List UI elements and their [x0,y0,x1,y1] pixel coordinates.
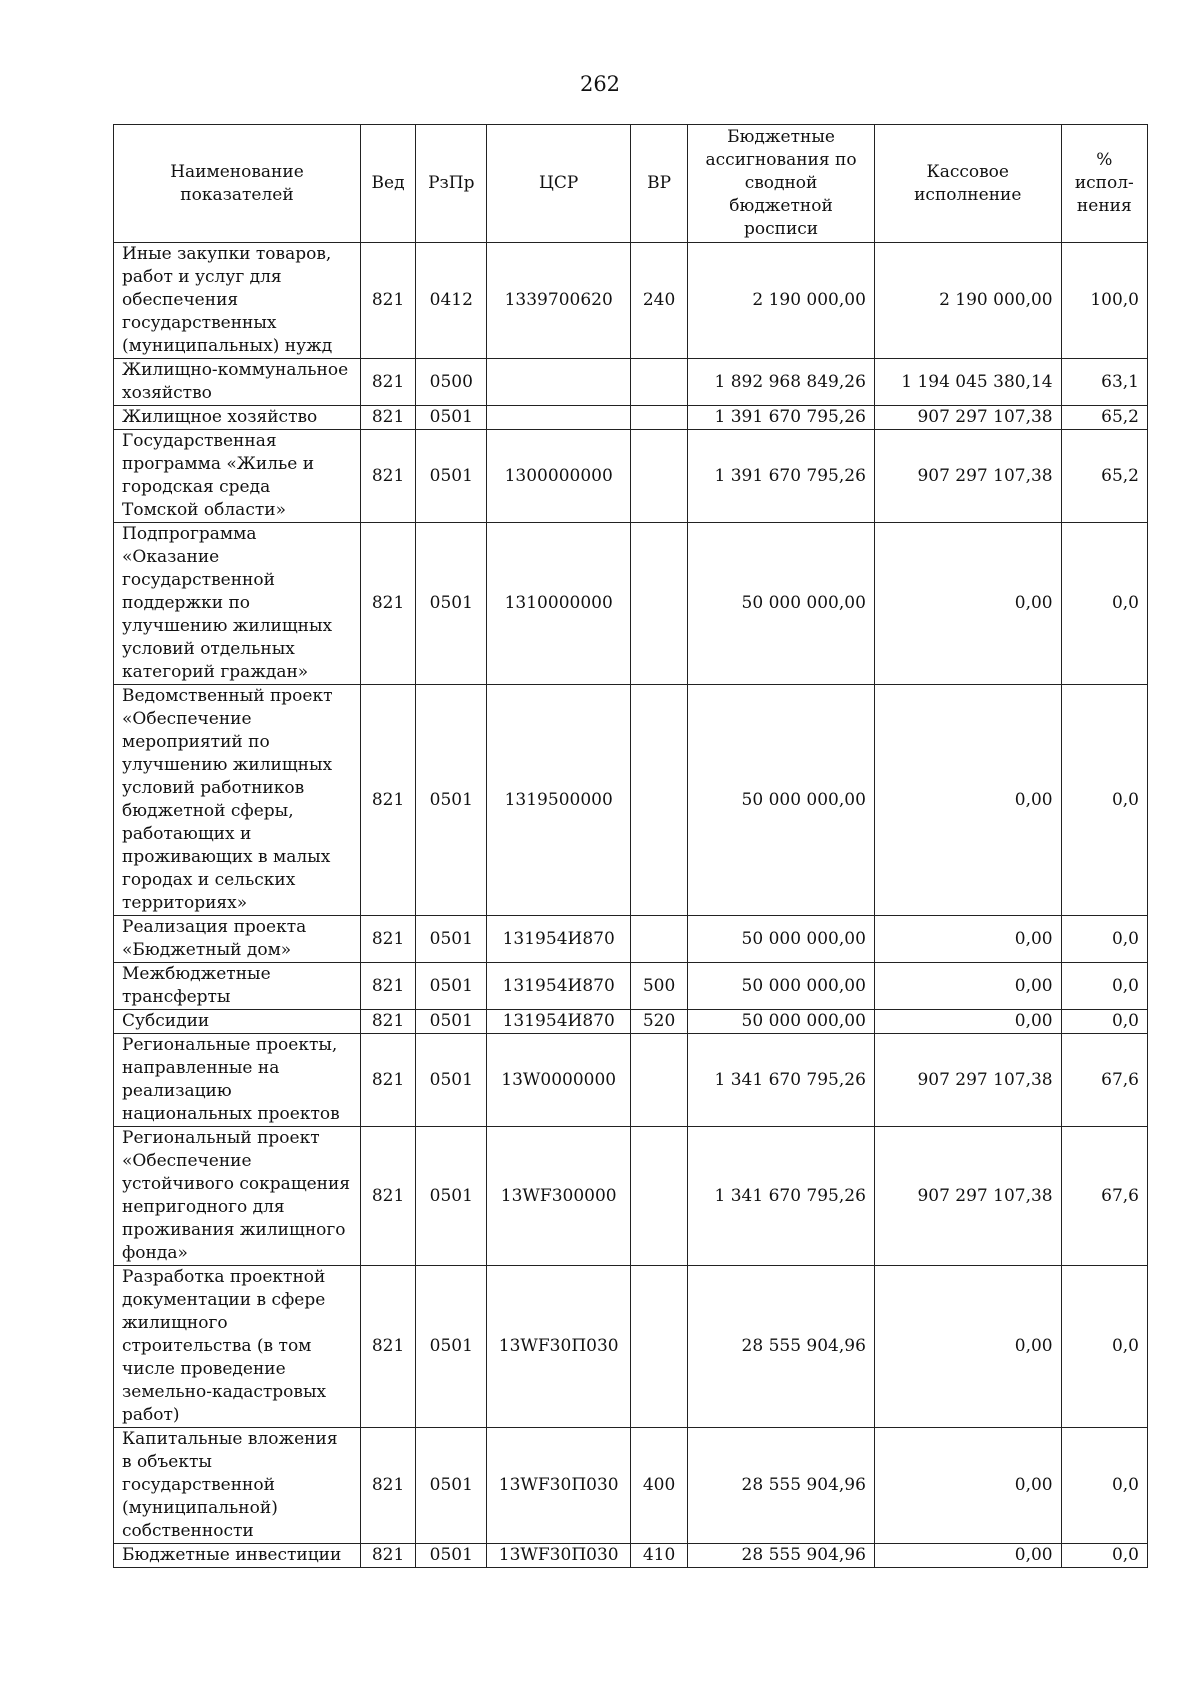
row-name: Субсидии [114,1010,361,1034]
row-ved: 821 [360,1266,415,1428]
row-csr: 131954И870 [487,963,631,1010]
page-number: 262 [579,72,621,96]
row-assignments: 50 000 000,00 [688,685,875,916]
row-name: Межбюджетные трансферты [114,963,361,1010]
row-rzpr: 0501 [416,406,487,430]
row-assignments: 1 892 968 849,26 [688,359,875,406]
table-row [114,406,1148,430]
row-csr: 13W0000000 [487,1034,631,1127]
row-rzpr: 0501 [416,523,487,685]
row-csr: 1310000000 [487,523,631,685]
row-name: Ведомственный проект «Обеспечение мероприятий по улучшению жилищных условий работников бюджетной сферы, работающих и проживающих в малых городах и сельских территориях» [114,685,361,916]
row-percent: 63,1 [1061,359,1147,406]
table-row [114,523,1148,685]
row-rzpr: 0501 [416,1010,487,1034]
row-name: Жилищное хозяйство [114,406,361,430]
row-name: Капитальные вложения в объекты государственной (муниципальной) собственности [114,1428,361,1544]
header-vr: ВР [630,125,687,243]
row-ved: 821 [360,1034,415,1127]
row-vr [630,523,687,685]
row-assignments: 50 000 000,00 [688,963,875,1010]
header-csr: ЦСР [487,125,631,243]
row-rzpr: 0501 [416,1428,487,1544]
row-assignments: 1 391 670 795,26 [688,430,875,523]
row-name: Государственная программа «Жилье и городская среда Томской области» [114,430,361,523]
row-cash-execution: 0,00 [874,1010,1061,1034]
row-assignments: 1 391 670 795,26 [688,406,875,430]
row-percent: 0,0 [1061,1010,1147,1034]
row-cash-execution: 0,00 [874,1266,1061,1428]
row-csr: 1319500000 [487,685,631,916]
row-ved: 821 [360,963,415,1010]
row-assignments: 1 341 670 795,26 [688,1034,875,1127]
table-row [114,243,1148,359]
row-ved: 821 [360,523,415,685]
header-percent-execution: % испол-нения [1061,125,1147,243]
row-rzpr: 0501 [416,1266,487,1428]
row-csr: 131954И870 [487,1010,631,1034]
row-csr: 1300000000 [487,430,631,523]
row-ved: 821 [360,359,415,406]
row-cash-execution: 1 194 045 380,14 [874,359,1061,406]
row-assignments: 50 000 000,00 [688,1010,875,1034]
row-csr: 13WF30П030 [487,1428,631,1544]
row-rzpr: 0501 [416,1127,487,1266]
row-percent: 0,0 [1061,963,1147,1010]
row-vr [630,359,687,406]
table-row [114,1428,1148,1544]
row-percent: 67,6 [1061,1034,1147,1127]
row-name: Бюджетные инвестиции [114,1544,361,1568]
budget-table [113,124,1148,1568]
row-ved: 821 [360,243,415,359]
row-vr [630,1127,687,1266]
row-vr [630,916,687,963]
row-vr [630,406,687,430]
row-rzpr: 0500 [416,359,487,406]
header-name: Наименование показателей [114,125,361,243]
table-row [114,430,1148,523]
row-percent: 67,6 [1061,1127,1147,1266]
row-cash-execution: 0,00 [874,685,1061,916]
row-name: Региональные проекты, направленные на реализацию национальных проектов [114,1034,361,1127]
row-assignments: 1 341 670 795,26 [688,1127,875,1266]
row-rzpr: 0501 [416,430,487,523]
table-row [114,1127,1148,1266]
row-percent: 65,2 [1061,430,1147,523]
row-cash-execution: 0,00 [874,523,1061,685]
row-vr [630,430,687,523]
row-csr: 131954И870 [487,916,631,963]
row-assignments: 28 555 904,96 [688,1428,875,1544]
row-vr [630,1034,687,1127]
row-percent: 0,0 [1061,1544,1147,1568]
row-name: Подпрограмма «Оказание государственной поддержки по улучшению жилищных условий отдельных категорий граждан» [114,523,361,685]
header-assignments: Бюджетные ассигнования по сводной бюджетной росписи [688,125,875,243]
row-percent: 0,0 [1061,523,1147,685]
row-ved: 821 [360,406,415,430]
row-csr: 1339700620 [487,243,631,359]
row-name: Разработка проектной документации в сфере жилищного строительства (в том числе проведение земельно-кадастровых работ) [114,1266,361,1428]
table-row [114,685,1148,916]
row-cash-execution: 0,00 [874,963,1061,1010]
row-csr: 13WF30П030 [487,1544,631,1568]
row-cash-execution: 0,00 [874,1544,1061,1568]
row-cash-execution: 2 190 000,00 [874,243,1061,359]
row-name: Региональный проект «Обеспечение устойчивого сокращения непригодного для проживания жилищного фонда» [114,1127,361,1266]
row-vr [630,685,687,916]
row-name: Реализация проекта «Бюджетный дом» [114,916,361,963]
row-csr [487,359,631,406]
row-assignments: 2 190 000,00 [688,243,875,359]
row-cash-execution: 0,00 [874,1428,1061,1544]
row-cash-execution: 907 297 107,38 [874,406,1061,430]
row-assignments: 28 555 904,96 [688,1544,875,1568]
row-rzpr: 0501 [416,963,487,1010]
row-ved: 821 [360,1127,415,1266]
header-ved: Вед [360,125,415,243]
row-vr [630,1266,687,1428]
table-row [114,1544,1148,1568]
row-percent: 65,2 [1061,406,1147,430]
row-ved: 821 [360,685,415,916]
row-ved: 821 [360,430,415,523]
row-vr: 410 [630,1544,687,1568]
row-csr: 13WF300000 [487,1127,631,1266]
table-row [114,963,1148,1010]
row-rzpr: 0501 [416,916,487,963]
row-cash-execution: 0,00 [874,916,1061,963]
row-percent: 0,0 [1061,685,1147,916]
table-row [114,1010,1148,1034]
row-ved: 821 [360,916,415,963]
row-vr: 400 [630,1428,687,1544]
row-csr: 13WF30П030 [487,1266,631,1428]
row-vr: 240 [630,243,687,359]
row-rzpr: 0501 [416,1544,487,1568]
table-row [114,1266,1148,1428]
row-rzpr: 0501 [416,1034,487,1127]
row-ved: 821 [360,1428,415,1544]
row-assignments: 50 000 000,00 [688,916,875,963]
table-row [114,1034,1148,1127]
row-percent: 100,0 [1061,243,1147,359]
row-rzpr: 0501 [416,685,487,916]
row-csr [487,406,631,430]
header-cash-execution: Кассовое исполнение [874,125,1061,243]
row-cash-execution: 907 297 107,38 [874,430,1061,523]
row-percent: 0,0 [1061,1266,1147,1428]
row-cash-execution: 907 297 107,38 [874,1034,1061,1127]
row-cash-execution: 907 297 107,38 [874,1127,1061,1266]
row-name: Иные закупки товаров, работ и услуг для обеспечения государственных (муниципальных) нужд [114,243,361,359]
header-row [114,125,1148,243]
table-row [114,916,1148,963]
row-name: Жилищно-коммунальное хозяйство [114,359,361,406]
row-vr: 500 [630,963,687,1010]
row-ved: 821 [360,1010,415,1034]
row-rzpr: 0412 [416,243,487,359]
row-ved: 821 [360,1544,415,1568]
row-percent: 0,0 [1061,916,1147,963]
row-assignments: 28 555 904,96 [688,1266,875,1428]
row-assignments: 50 000 000,00 [688,523,875,685]
row-vr: 520 [630,1010,687,1034]
header-rzpr: РзПр [416,125,487,243]
row-percent: 0,0 [1061,1428,1147,1544]
table-row [114,359,1148,406]
